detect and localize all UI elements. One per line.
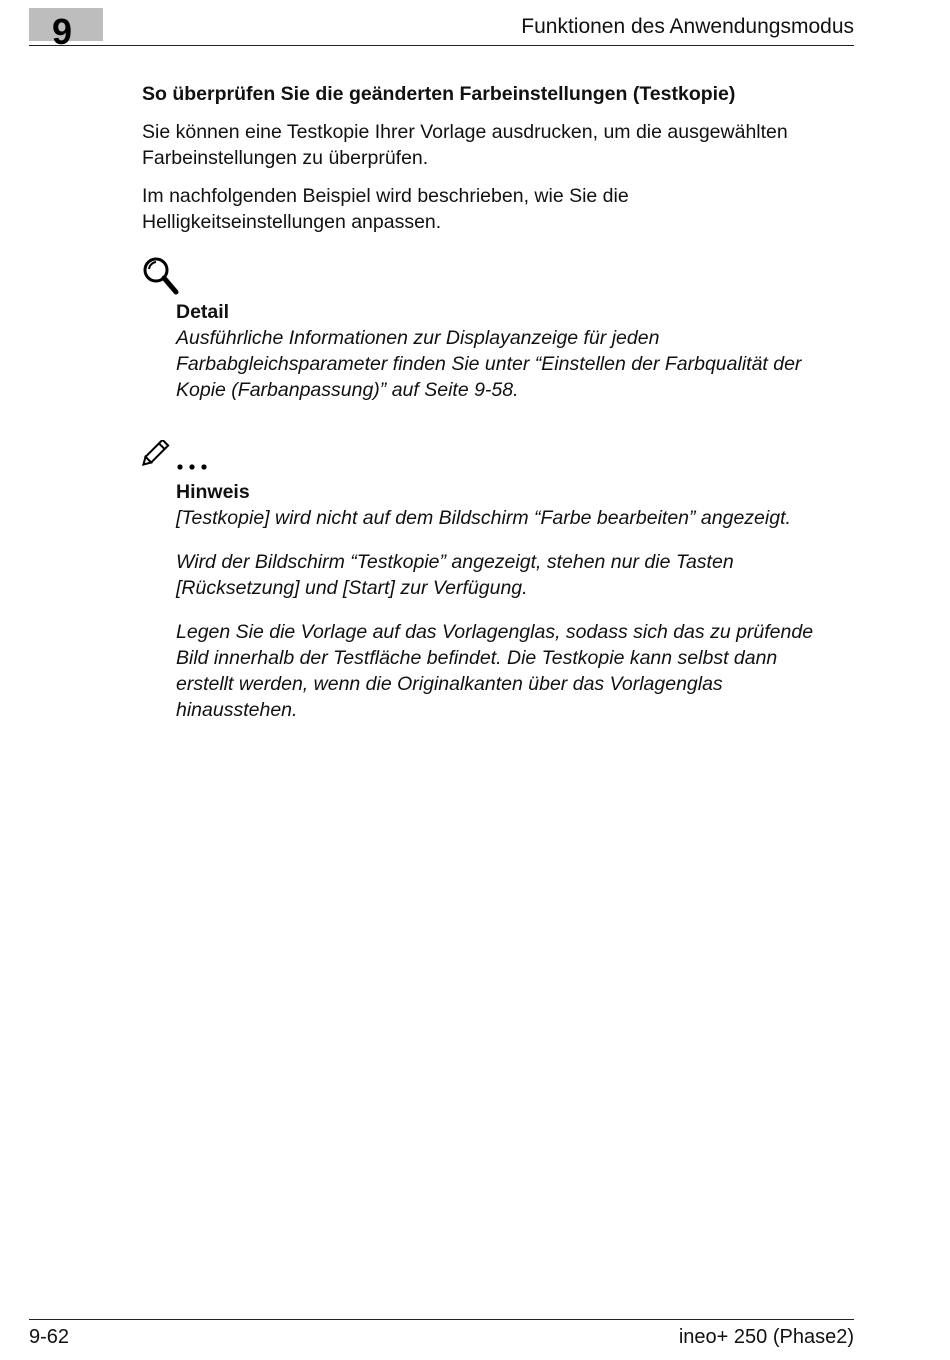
text-line: Bild innerhalb der Testfläche befindet. Die Testkopie kann selbst dann xyxy=(176,647,778,669)
header-divider xyxy=(29,45,854,46)
magnifier-icon xyxy=(142,256,180,296)
hint-paragraph-3 xyxy=(176,619,866,723)
hint-paragraph-1 xyxy=(176,505,866,531)
header-title: Funktionen des Anwendungsmodus xyxy=(521,15,854,38)
text-line: Farbabgleichsparameter finden Sie unter “Einstellen der Farbqualität der xyxy=(176,353,802,375)
chapter-number: 9 xyxy=(52,11,73,52)
text-line: erstellt werden, wenn die Originalkanten über das Vorlagenglas xyxy=(176,673,723,695)
pencil-note-icon xyxy=(142,440,212,472)
section-heading: So überprüfen Sie die geänderten Farbeinstellungen (Testkopie) xyxy=(142,83,736,105)
product-name: ineo+ 250 (Phase2) xyxy=(678,1326,854,1348)
text-line: [Testkopie] wird nicht auf dem Bildschirm “Farbe bearbeiten” angezeigt. xyxy=(176,507,791,529)
text-line: Farbeinstellungen zu überprüfen. xyxy=(142,147,429,169)
detail-text xyxy=(176,325,866,403)
text-line: Helligkeitseinstellungen anpassen. xyxy=(142,211,442,233)
footer-divider xyxy=(29,1319,854,1320)
text-line: Legen Sie die Vorlage auf das Vorlagenglas, sodass sich das zu prüfende xyxy=(176,621,814,643)
text-line: Ausführliche Informationen zur Displayanzeige für jeden xyxy=(176,327,660,349)
hint-title: Hinweis xyxy=(176,481,250,503)
example-paragraph xyxy=(142,183,862,235)
text-line: Im nachfolgenden Beispiel wird beschrieben, wie Sie die xyxy=(142,185,629,207)
text-line: hinausstehen. xyxy=(176,699,298,721)
text-line: Wird der Bildschirm “Testkopie” angezeigt, stehen nur die Tasten xyxy=(176,551,734,573)
text-line: [Rücksetzung] und [Start] zur Verfügung. xyxy=(176,577,528,599)
detail-title: Detail xyxy=(176,301,230,323)
text-line: Sie können eine Testkopie Ihrer Vorlage ausdrucken, um die ausgewählten xyxy=(142,121,788,143)
page-number: 9-62 xyxy=(29,1326,70,1348)
hint-paragraph-2 xyxy=(176,549,866,601)
text-line: Kopie (Farbanpassung)” auf Seite 9-58. xyxy=(176,379,519,401)
intro-paragraph xyxy=(142,119,862,171)
